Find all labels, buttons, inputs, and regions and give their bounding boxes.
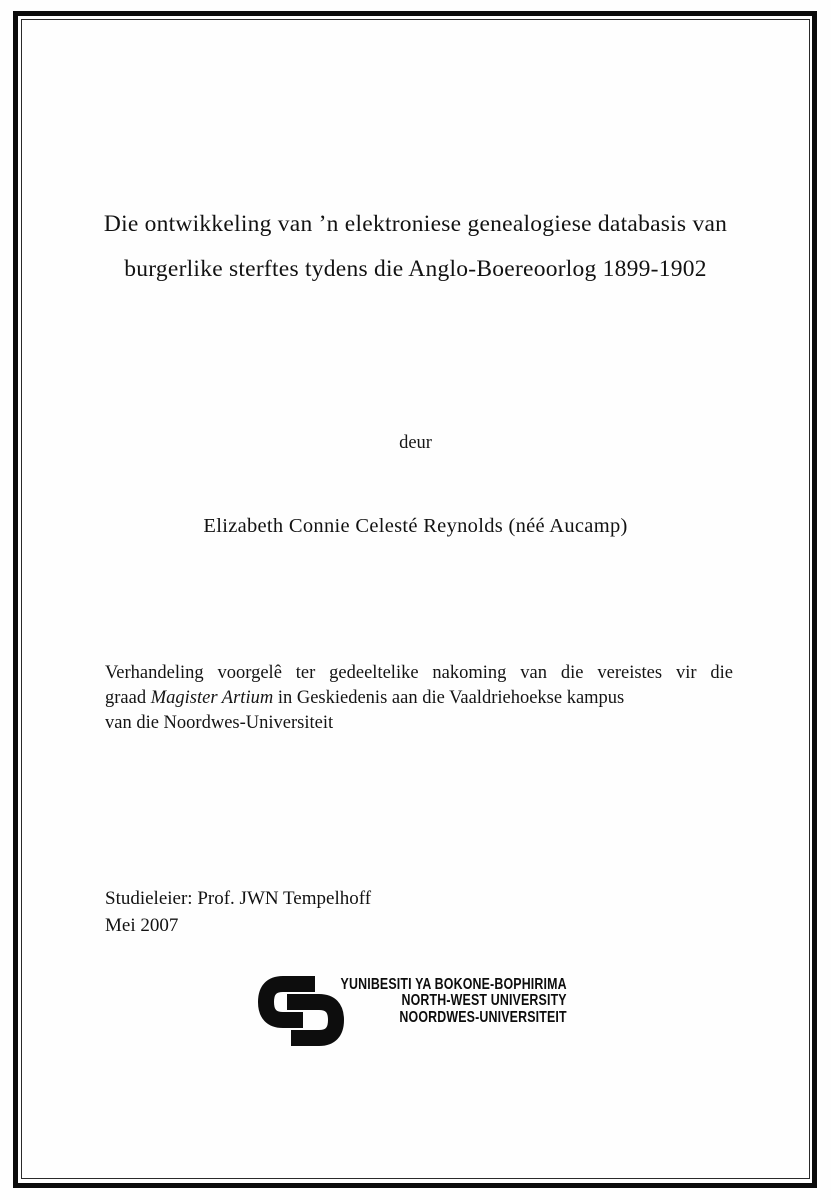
declaration-line2-suffix: in Geskiedenis aan die Vaaldriehoekse kampus <box>273 688 625 708</box>
degree-declaration <box>105 661 733 736</box>
declaration-line1: Verhandeling voorgelê ter gedeeltelike nakoming van die vereistes vir die <box>105 663 733 683</box>
thesis-title-line2: burgerlike sterftes tydens die Anglo-Boereoorlog 1899-1902 <box>124 256 707 282</box>
thesis-title-line1: Die ontwikkeling van ’n elektroniese genealogiese databasis van <box>103 211 728 237</box>
declaration-line2-prefix: graad <box>105 688 151 708</box>
university-wordmark <box>341 977 567 1026</box>
university-logo <box>0 968 831 1058</box>
university-name-afrikaans: NOORDWES-UNIVERSITEIT <box>399 1008 567 1026</box>
declaration-line3: van die Noordwes-Universiteit <box>105 713 334 733</box>
byline-label: deur <box>399 433 432 453</box>
declaration-line2 <box>105 686 733 711</box>
supervisor-block <box>105 885 371 939</box>
author-name: Elizabeth Connie Celesté Reynolds (néé Aucamp) <box>203 515 628 537</box>
thesis-title <box>60 202 771 292</box>
degree-name: Magister Artium <box>150 688 274 708</box>
date-line: Mei 2007 <box>105 915 179 936</box>
university-name-setswana: YUNIBESITI YA BOKONE-BOPHIRIMA <box>340 976 567 993</box>
supervisor-line: Studieleier: Prof. JWN Tempelhoff <box>105 888 372 909</box>
nwu-interlocking-links-icon <box>257 974 345 1048</box>
university-name-english: NORTH-WEST UNIVERSITY <box>401 992 567 1010</box>
